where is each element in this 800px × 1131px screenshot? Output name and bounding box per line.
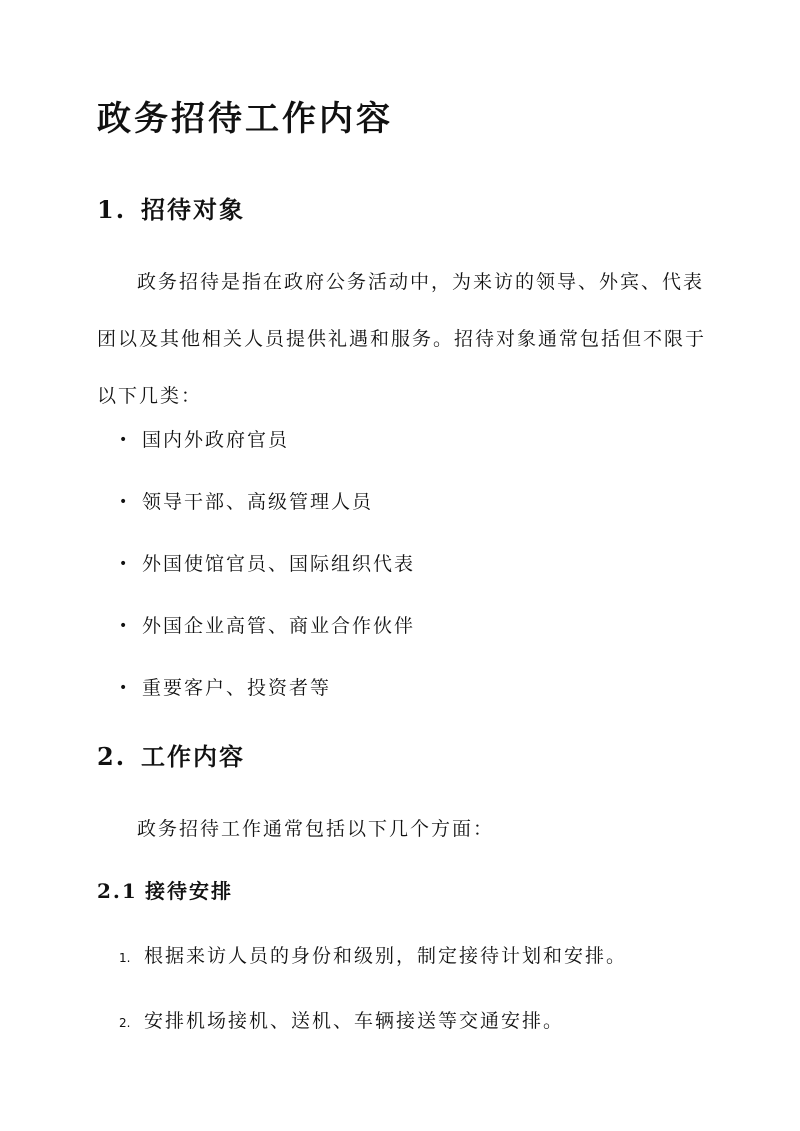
- list-item-text: 安排机场接机、送机、车辆接送等交通安排。: [144, 1010, 565, 1032]
- subsection-2-1-title: 接待安排: [145, 879, 233, 903]
- bullet-icon: •: [119, 556, 130, 572]
- list-item: [97, 673, 415, 735]
- list-item-text: 国内外政府官员: [142, 429, 290, 451]
- list-item: [97, 941, 627, 1006]
- list-item-number: 2.: [119, 1016, 131, 1030]
- list-item-text: 重要客户、投资者等: [142, 677, 332, 699]
- section-2-paragraph: 政务招待工作通常包括以下几个方面：: [137, 818, 495, 840]
- list-item: [97, 425, 415, 487]
- list-item-text: 外国使馆官员、国际组织代表: [142, 553, 416, 575]
- list-item: [97, 487, 415, 549]
- list-item-text: 根据来访人员的身份和级别，制定接待计划和安排。: [144, 945, 628, 967]
- target-bullet-list: [97, 425, 415, 735]
- document-title: 政务招待工作内容: [97, 99, 393, 139]
- list-item-text: 外国企业高管、商业合作伙伴: [142, 615, 416, 637]
- list-item: [97, 611, 415, 673]
- bullet-icon: •: [119, 432, 130, 448]
- list-item-number: 1.: [119, 951, 131, 965]
- section-1-heading: [97, 192, 245, 228]
- reception-numbered-list: [97, 941, 627, 1071]
- bullet-icon: •: [119, 680, 130, 696]
- subsection-2-1-heading: [97, 876, 233, 906]
- section-1-number: 1.: [97, 195, 127, 224]
- bullet-icon: •: [119, 618, 130, 634]
- list-item: [97, 549, 415, 611]
- subsection-2-1-number: 2.1: [97, 879, 138, 903]
- section-2-number: 2.: [97, 742, 127, 771]
- section-2-title: 工作内容: [141, 742, 245, 771]
- section-1-paragraph: 政务招待是指在政府公务活动中，为来访的领导、外宾、代表团以及其他相关人员提供礼遇和服务。招待对象通常包括但不限于以下几类：: [97, 271, 707, 407]
- section-2-heading: [97, 739, 245, 775]
- bullet-icon: •: [119, 494, 130, 510]
- list-item-text: 领导干部、高级管理人员: [142, 491, 374, 513]
- list-item: [97, 1006, 627, 1071]
- section-1-title: 招待对象: [141, 195, 245, 224]
